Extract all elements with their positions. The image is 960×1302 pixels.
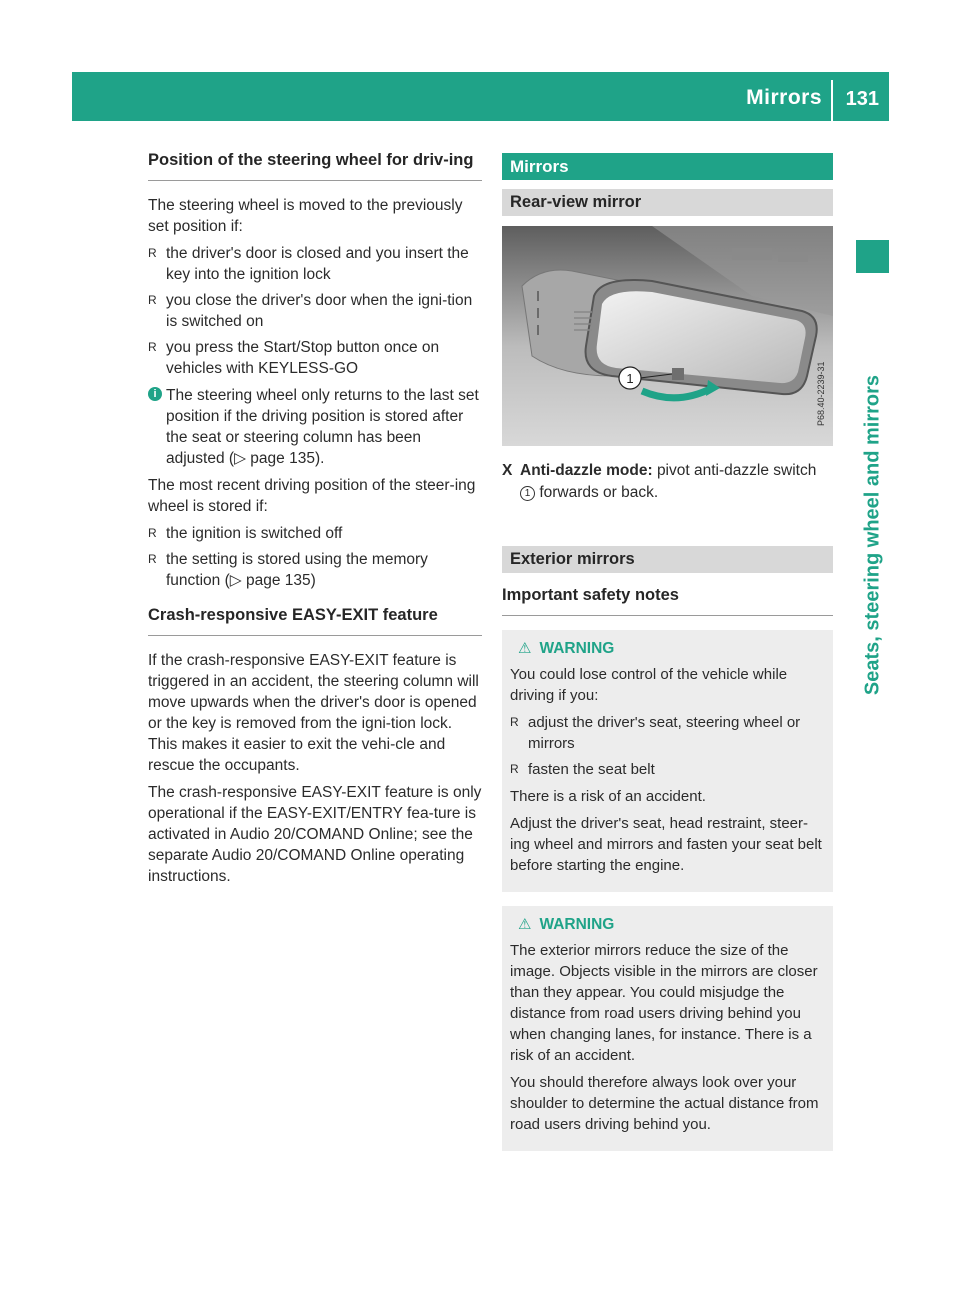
list-item: R you press the Start/Stop button once on vehicles with KEYLESS-GO [148, 339, 440, 377]
warning1-risk: There is a risk of an accident. [510, 788, 706, 805]
bullet-r-icon: R [148, 293, 157, 307]
callout-1-icon: 1 [520, 486, 535, 501]
warning2-paragraph-1: The exterior mirrors reduce the size of the image. Objects visible in the mirrors are closer than they appear. You could misjudge the distance from road users driving behind you when changing lanes, for instance. There is a risk of an accident. [510, 942, 818, 1064]
rear-view-mirror-bar: Rear-view mirror [502, 189, 833, 216]
warning2-paragraph-2: You should therefore always look over your shoulder to determine the actual distance from road users driving behind you. [510, 1074, 819, 1133]
warning-box-2 [502, 906, 833, 1151]
steering-intro: The steering wheel is moved to the previously set position if: [148, 197, 463, 235]
warning-triangle-icon: ⚠ [518, 916, 532, 933]
easy-exit-heading: Crash-responsive EASY-EXIT feature [148, 606, 438, 624]
anti-dazzle-step [502, 460, 833, 504]
stored-intro: The most recent driving position of the steer-ing wheel is stored if: [148, 477, 476, 515]
warning-title: ⚠ WARNING [518, 640, 615, 657]
anti-dazzle-text-b: forwards or back. [539, 484, 659, 501]
warning1-list [510, 712, 825, 780]
warning1-advice: Adjust the driver's seat, head restraint, steer-ing wheel and mirrors and fasten your seat belt before starting the engine. [510, 815, 822, 874]
right-column [502, 153, 833, 1151]
list-item: R the driver's door is closed and you insert the key into the ignition lock [148, 245, 469, 283]
warning-triangle-icon: ⚠ [518, 640, 532, 657]
list-item: R the setting is stored using the memory function (▷ page 135) [148, 551, 428, 589]
heading-rule [148, 180, 482, 181]
list-item: R the ignition is switched off [148, 525, 343, 542]
header-divider [831, 80, 833, 121]
anti-dazzle-label: Anti-dazzle mode: [520, 462, 653, 479]
chapter-side-label [856, 300, 889, 770]
page-header-bar [72, 72, 889, 121]
exterior-mirrors-bar: Exterior mirrors [502, 546, 833, 573]
anti-dazzle-text-a: pivot anti-dazzle switch [656, 462, 817, 479]
warning1-intro: You could lose control of the vehicle while driving if you: [510, 666, 788, 704]
stored-conditions-list [148, 523, 482, 591]
list-item: R you close the driver's door when the igni-tion is switched on [148, 292, 473, 330]
info-icon: i [148, 387, 162, 401]
image-code: P68.40-2239-31 [816, 361, 826, 426]
warning-box-1 [502, 630, 833, 892]
left-column [148, 150, 482, 893]
info-note-text: The steering wheel only returns to the last set position if the driving position is stored after the seat or steering column has been adjusted (▷ page 135). [166, 387, 479, 467]
header-section-title: Mirrors [746, 86, 822, 109]
easy-exit-paragraph-1: If the crash-responsive EASY-EXIT feature is triggered in an accident, the steering column will move upwards when the driver's door is opened or the key is removed from the igni-tion lock. This makes it easier to exit the vehi-cle and rescue the occupants. [148, 652, 479, 774]
list-item: R fasten the seat belt [510, 761, 655, 778]
bullet-r-icon: R [148, 246, 157, 260]
warning-title: ⚠ WARNING [518, 916, 615, 933]
chapter-thumb-tab [856, 240, 889, 273]
rear-view-mirror-illustration [502, 226, 833, 446]
easy-exit-paragraph-2: The crash-responsive EASY-EXIT feature is only operational if the EASY-EXIT/ENTRY fea-ture is activated in Audio 20/COMAND Online; see the separate Audio 20/COMAND Online operating instructions. [148, 784, 482, 885]
heading-rule [502, 615, 833, 616]
bullet-r-icon: R [510, 762, 519, 776]
chapter-side-label-text: Seats, steering wheel and mirrors [861, 374, 883, 696]
bullet-r-icon: R [148, 526, 157, 540]
bullet-r-icon: R [148, 340, 157, 354]
bullet-r-icon: R [510, 715, 519, 729]
safety-notes-heading: Important safety notes [502, 586, 679, 604]
callout-1: 1 [626, 371, 634, 386]
bullet-r-icon: R [148, 552, 157, 566]
steering-conditions-list [148, 243, 482, 379]
list-item: R adjust the driver's seat, steering wheel or mirrors [510, 714, 801, 752]
info-note [148, 385, 482, 469]
page-number: 131 [845, 88, 879, 110]
heading-rule [148, 635, 482, 636]
steering-position-heading: Position of the steering wheel for driv-ing [148, 151, 474, 169]
step-arrow-icon: X [502, 462, 513, 479]
mirrors-section-bar: Mirrors [502, 153, 833, 180]
